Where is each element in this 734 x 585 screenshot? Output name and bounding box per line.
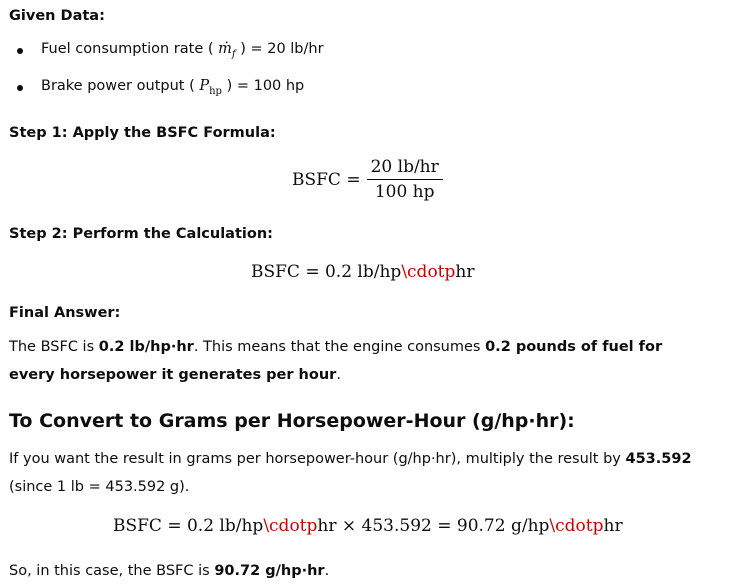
eq-error-macro: \cdotp — [263, 516, 318, 536]
text-run: The BSFC is — [9, 339, 99, 355]
text-run: . — [336, 367, 341, 383]
eq-part: hr — [603, 516, 623, 536]
eq-part: BSFC = 0.2 lb/hp — [113, 516, 264, 536]
eq-error-macro: \cdotp — [549, 516, 604, 536]
conversion-equation — [113, 516, 623, 536]
final-answer-paragraph — [9, 333, 699, 389]
bullet-dot — [17, 48, 23, 54]
text-run: . This means that the engine consumes — [193, 339, 486, 355]
bsfc-formula — [292, 157, 443, 202]
eq-part: hr × 453.592 = 90.72 g/hp — [317, 516, 550, 536]
text-run: If you want the result in grams per horsepower-hour (g/hp·hr), multiply the result by — [9, 451, 626, 467]
calc-error-macro: \cdotp — [401, 262, 456, 282]
fraction-denominator: 100 hp — [374, 182, 435, 202]
bullet-dot — [17, 85, 23, 91]
calc-main: BSFC = 0.2 lb/hp — [251, 262, 402, 282]
converted-bsfc-value: 90.72 g/hp·hr — [214, 563, 325, 579]
convert-heading: To Convert to Grams per Horsepower-Hour (g/hp·hr): — [9, 410, 575, 432]
fuel-label: Fuel consumption rate ( — [41, 41, 214, 57]
fuel-symbol: ṁ — [218, 41, 232, 57]
text-run: So, in this case, the BSFC is — [9, 563, 215, 579]
convert-paragraph — [9, 445, 721, 501]
calc-tail: hr — [455, 262, 475, 282]
power-subscript: hp — [209, 85, 222, 97]
step2-heading: Step 2: Perform the Calculation: — [9, 226, 273, 242]
formula-lhs: BSFC = — [292, 169, 361, 190]
emphasis-text: 0.2 pounds of fuel for every horsepower it generates per hour — [9, 339, 663, 383]
fuel-consumption-item — [41, 41, 324, 60]
formula-fraction — [367, 157, 443, 202]
final-answer-heading: Final Answer: — [9, 305, 121, 321]
fuel-subscript: f — [231, 48, 236, 60]
conversion-factor: 453.592 — [625, 451, 692, 467]
calculation-equation — [251, 262, 474, 282]
power-label: Brake power output ( — [41, 78, 195, 94]
power-value: ) = 100 hp — [226, 78, 305, 94]
bsfc-value: 0.2 lb/hp·hr — [98, 339, 194, 355]
fraction-numerator: 20 lb/hr — [367, 157, 443, 180]
given-data-heading: Given Data: — [9, 8, 105, 24]
text-run: (since 1 lb = 453.592 g). — [9, 479, 190, 495]
step1-heading: Step 1: Apply the BSFC Formula: — [9, 125, 276, 141]
text-run: . — [324, 563, 330, 579]
conclusion-paragraph — [9, 557, 329, 585]
brake-power-item — [41, 78, 304, 97]
fuel-value: ) = 20 lb/hr — [240, 41, 324, 57]
power-symbol: P — [199, 78, 210, 94]
